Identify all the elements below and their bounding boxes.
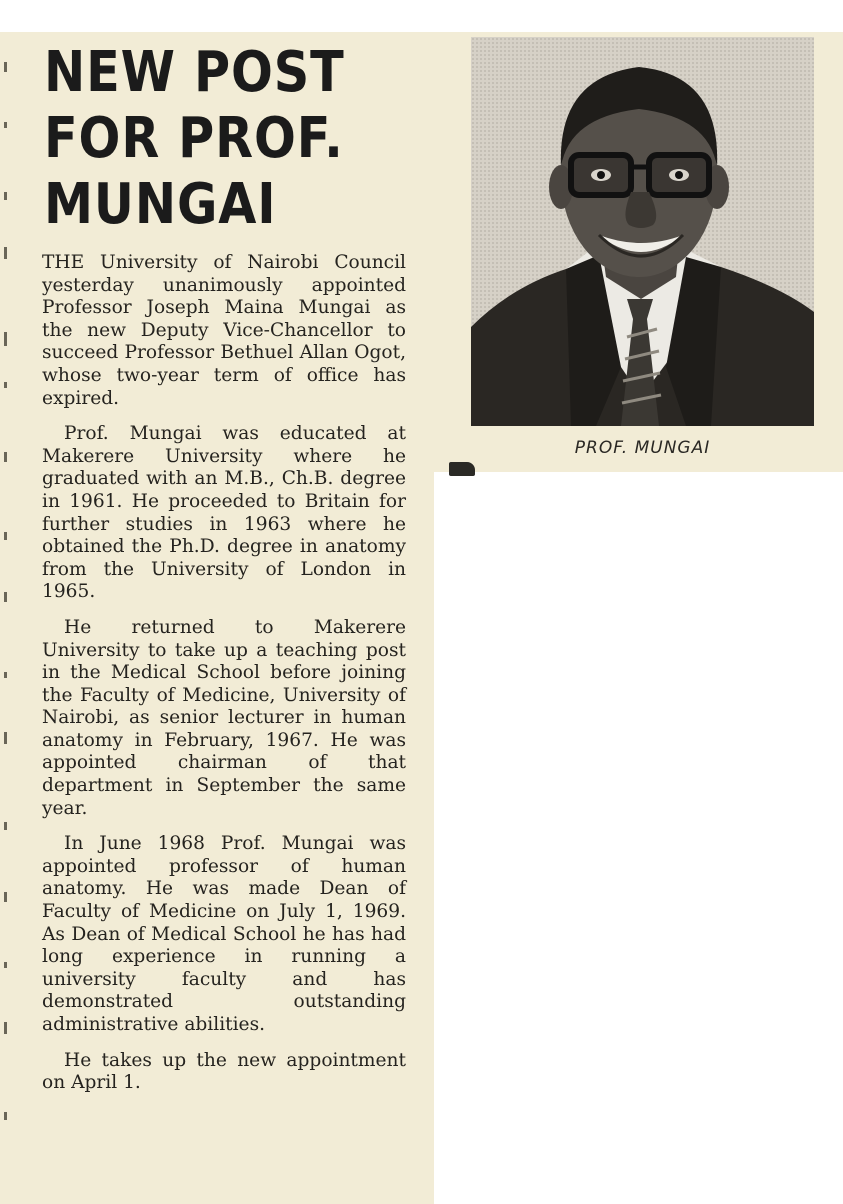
photo-caption: PROF. MUNGAI <box>574 438 711 458</box>
article-body <box>42 252 406 1108</box>
headline-line-2: FOR PROF. <box>44 106 344 171</box>
cut-edge-marks <box>0 32 14 1204</box>
headline-line-3: MUNGAI <box>44 172 277 237</box>
article-paragraph-2: Prof. Mungai was educated at Makerere University where he graduated with an M.B., Ch.B. degree in 1961. He proceeded to Britain for further studies in 1963 where he obtained the Ph.D. degree in anatomy from the University of London in 1965. <box>42 423 406 603</box>
article-paragraph-1: THE University of Nairobi Council yesterday unanimously appointed Professor Joseph Maina Mungai as the new Deputy Vice-Chancellor to succeed Professor Bethuel Allan Ogot, whose two-year term of office has expired. <box>42 252 406 409</box>
portrait-photo <box>471 37 814 426</box>
article-paragraph-5: He takes up the new appointment on April 1. <box>42 1049 406 1094</box>
headline-line-1: NEW POST <box>44 40 345 105</box>
article-paragraph-3: He returned to Makerere University to take up a teaching post in the Medical School before joining the Faculty of Medicine, University of Nairobi, as senior lecturer in human anatomy in February, 1967. He was appointed chairman of that department in September the same year. <box>42 616 406 819</box>
print-artifact <box>449 462 475 476</box>
article-paragraph-4: In June 1968 Prof. Mungai was appointed professor of human anatomy. He was made Dean of Faculty of Medicine on July 1, 1969. As Dean of Medical School he has had long experience in running a university faculty and has demonstrated outstanding administrative abilities. <box>42 833 406 1035</box>
scan-top-margin <box>0 0 843 32</box>
headline <box>44 40 378 238</box>
